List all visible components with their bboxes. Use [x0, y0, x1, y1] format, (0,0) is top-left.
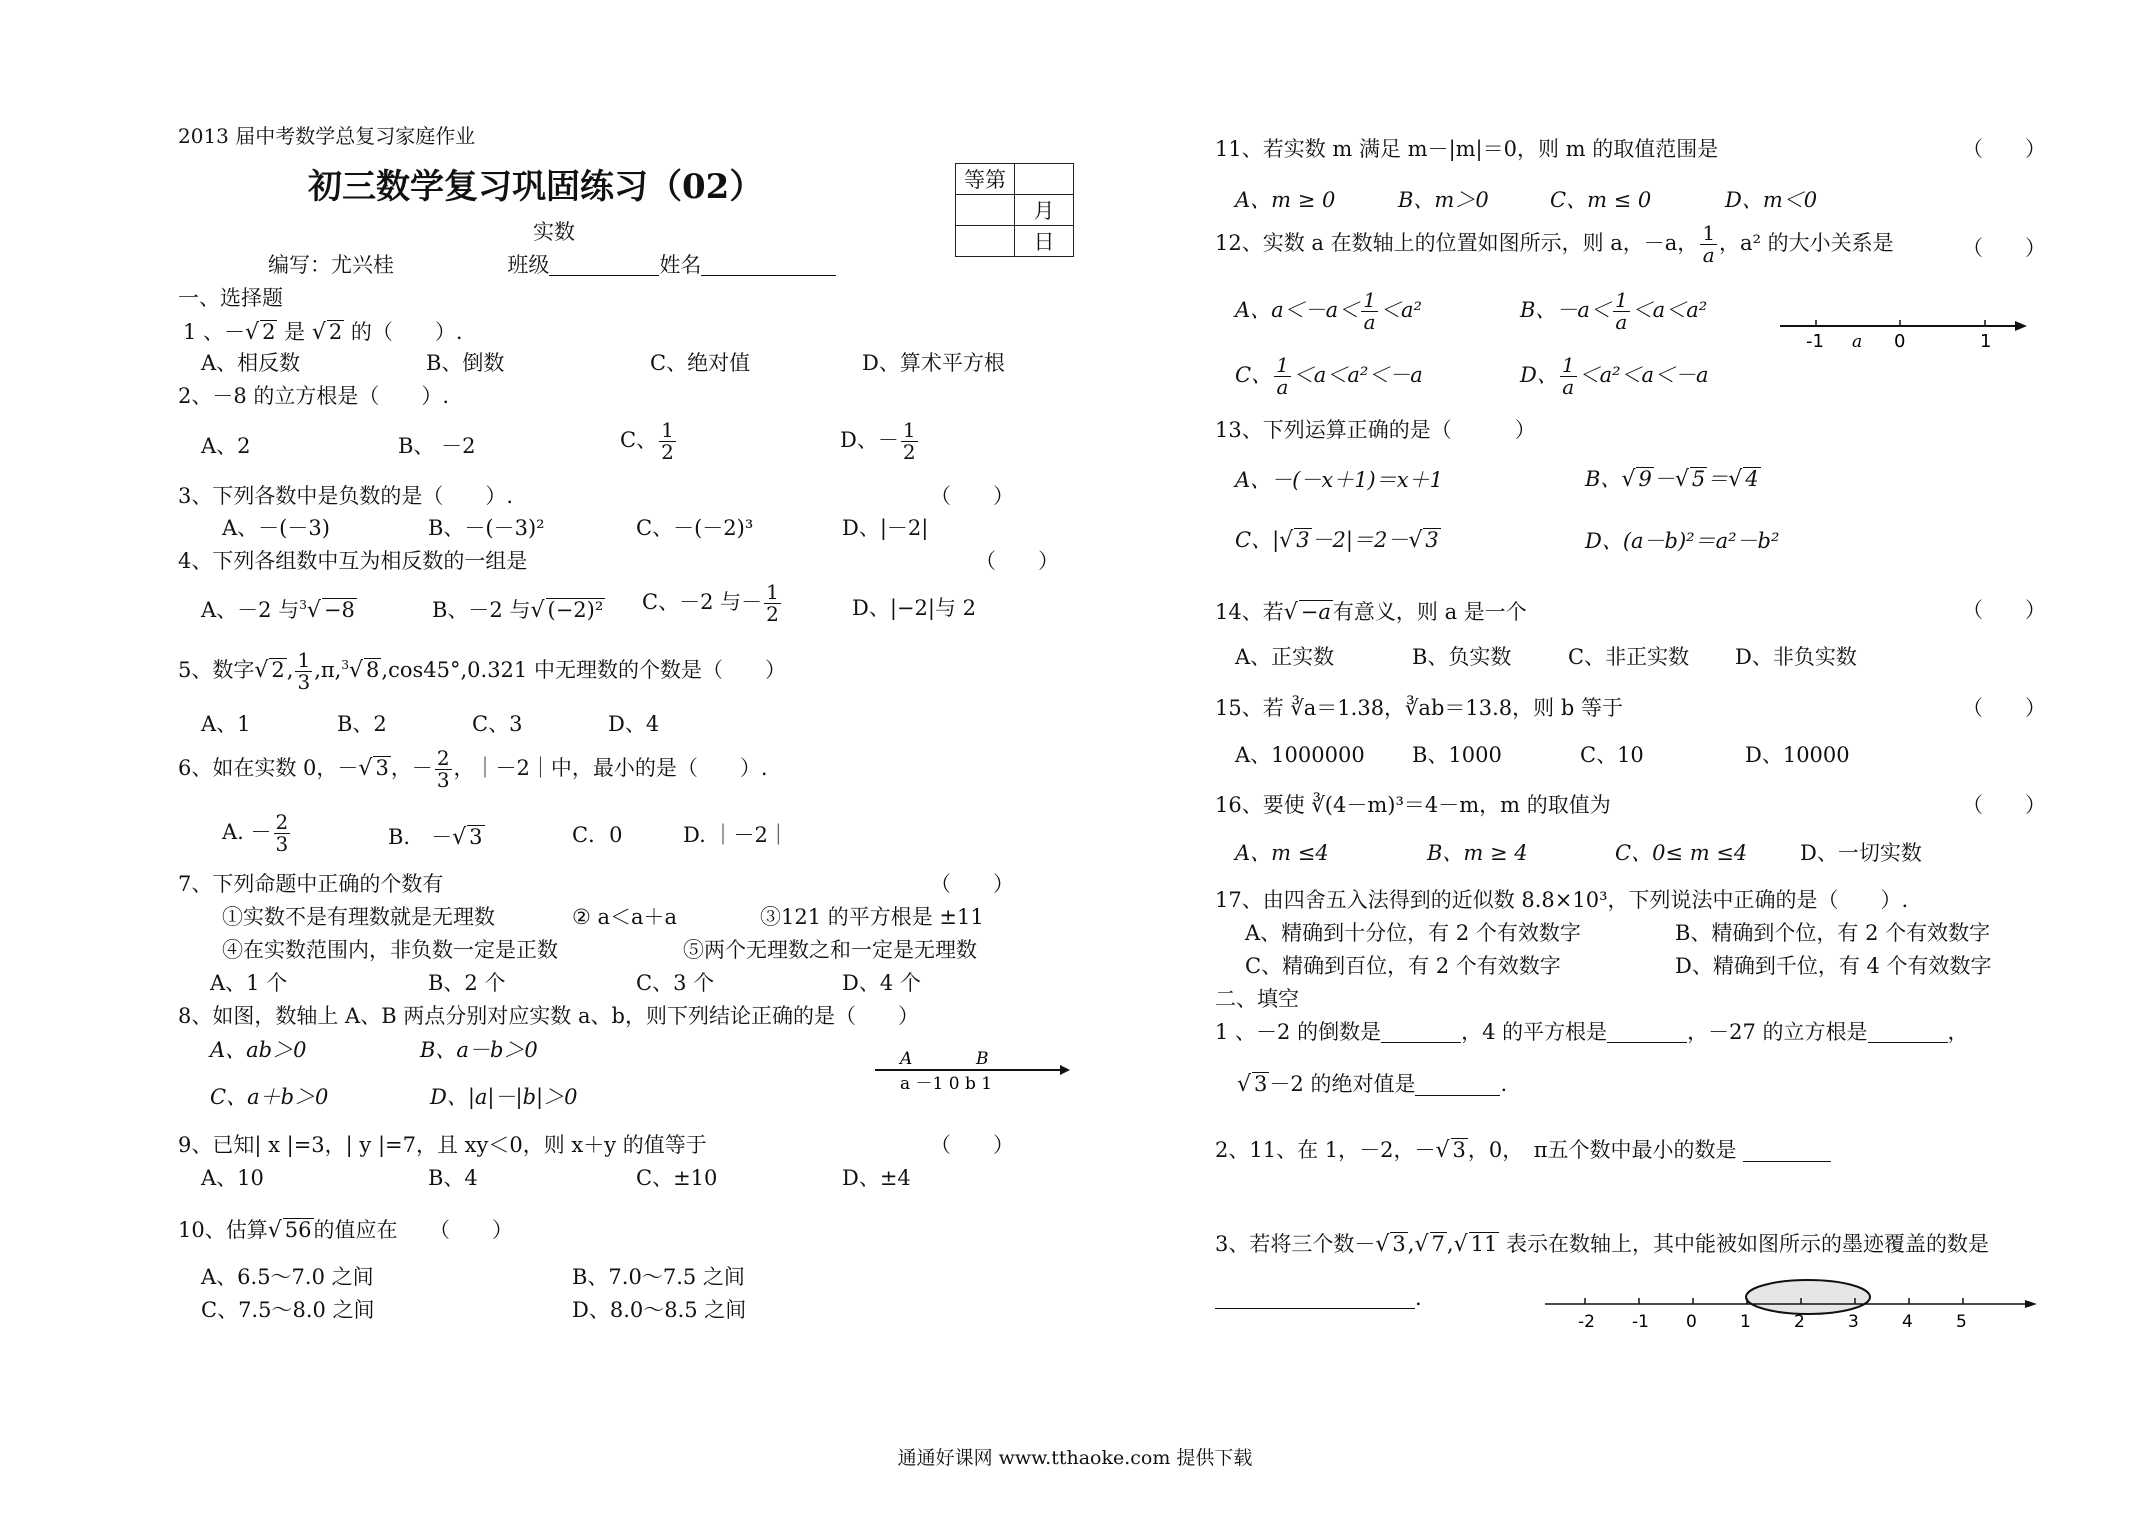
q8-option-a[interactable]: A、ab＞0: [210, 1038, 307, 1062]
question-17: 17、由四舍五入法得到的近似数 8.8×10³，下列说法中正确的是（ ）.: [1215, 888, 1909, 912]
q1-option-c[interactable]: C、绝对值: [650, 351, 751, 375]
grade-box: [955, 163, 1074, 257]
question-12: 12、实数 a 在数轴上的位置如图所示，则 a，－a， $\frac{1}{a}$ ，a² 的大小关系是: [1215, 221, 1894, 267]
grade-cell: 等第: [956, 164, 1015, 195]
question-11: 11、若实数 m 满足 m－|m|＝0，则 m 的取值范围是: [1215, 137, 1719, 161]
question-6: 6、如在实数 0，－√ 3，－ $\frac{2}{3}$ ，｜－2｜中，最小的是（ ）.: [178, 746, 768, 792]
fill-3-tick-label: 1: [1740, 1312, 1751, 1332]
fill-2-blank[interactable]: [1743, 1143, 1831, 1162]
q8-option-c[interactable]: C、a＋b＞0: [210, 1085, 329, 1109]
q10-option-d[interactable]: D、8.0～8.5 之间: [572, 1298, 747, 1322]
fill-1-blank-d[interactable]: [1415, 1077, 1500, 1096]
fill-1: 1 、－2 的倒数是 ，4 的平方根是 ，－27 的立方根是 ，: [1215, 1020, 1969, 1044]
q6-option-d[interactable]: D. ｜－2｜: [683, 823, 789, 847]
q4-option-d[interactable]: D、|−2|与 2: [852, 596, 976, 620]
q2-option-c[interactable]: C、 $\frac{1}{2}$: [620, 418, 674, 464]
q14-option-d[interactable]: D、非负实数: [1735, 645, 1857, 669]
fill-3-tick-label: -1: [1632, 1312, 1649, 1332]
q12-answer-paren[interactable]: （ ）: [1962, 236, 2046, 260]
name-blank[interactable]: [701, 257, 836, 276]
q17-option-b[interactable]: B、精确到个位，有 2 个有效数字: [1675, 921, 1991, 945]
q11-option-b[interactable]: B、m＞0: [1398, 188, 1489, 212]
q8-option-b[interactable]: B、a－b＞0: [420, 1038, 538, 1062]
q2-option-d[interactable]: D、－ $\frac{1}{2}$: [840, 418, 916, 464]
q15-answer-paren[interactable]: （ ）: [1962, 696, 2046, 720]
fill-3-tick-label: 0: [1686, 1312, 1697, 1332]
day-value[interactable]: [956, 226, 1015, 257]
fill-2: 2、11、在 1，－2，－√ 3，0， π五个数中最小的数是: [1215, 1138, 1831, 1162]
q7-option-a[interactable]: A、1 个: [210, 971, 288, 995]
footer-source: 通通好课网 www.tthaoke.com 提供下载: [897, 1447, 1253, 1469]
q14-option-b[interactable]: B、负实数: [1412, 645, 1512, 669]
month-value[interactable]: [956, 195, 1015, 226]
q13-option-c[interactable]: C、|√ 3－2|＝2－√ 3: [1235, 528, 1439, 553]
q10-option-c[interactable]: C、7.5～8.0 之间: [201, 1298, 375, 1322]
q16-answer-paren[interactable]: （ ）: [1962, 793, 2046, 817]
q11-option-d[interactable]: D、m＜0: [1725, 188, 1818, 212]
q4-option-c[interactable]: C、－2 与－ $\frac{1}{2}$: [642, 580, 779, 626]
q14-option-c[interactable]: C、非正实数: [1568, 645, 1690, 669]
q5-option-a[interactable]: A、1: [201, 712, 251, 736]
grade-value[interactable]: [1015, 164, 1074, 195]
q7-option-b[interactable]: B、2 个: [428, 971, 506, 995]
q14-answer-paren[interactable]: （ ）: [1962, 598, 2046, 622]
class-label: 班级: [507, 253, 550, 277]
fill-3-number-line: [1545, 1275, 2040, 1335]
question-2: 2、－8 的立方根是（ ）.: [178, 384, 450, 408]
q12-option-d[interactable]: D、 $\frac{1}{a}$ ＜a²＜a＜－a: [1520, 353, 1709, 399]
fill-3-answer: .: [1215, 1288, 1422, 1309]
question-1: 1 、－√ 2 是 √ 2 的（ ）.: [183, 320, 463, 345]
q15-option-d[interactable]: D、10000: [1745, 743, 1850, 767]
q8-point-a-label: A: [900, 1049, 913, 1069]
q9-option-c[interactable]: C、±10: [636, 1166, 718, 1190]
series-line: 2013 届中考数学总复习家庭作业: [178, 124, 476, 148]
q12-option-c[interactable]: C、 $\frac{1}{a}$ ＜a＜a²＜－a: [1235, 353, 1423, 399]
q12-tick-minus1: -1: [1806, 331, 1824, 350]
q9-option-d[interactable]: D、±4: [842, 1166, 911, 1190]
question-5: 5、数字√ 2, $\frac{1}{3}$ ,π,$^3$√ 8,cos45°,0.321 中无理数的个数是（ ）: [178, 648, 786, 694]
q4-answer-paren[interactable]: （ ）: [975, 549, 1059, 573]
q16-option-c[interactable]: C、0≤ m ≤4: [1615, 841, 1748, 865]
q12-option-b[interactable]: B、－a＜ $\frac{1}{a}$ ＜a＜a²: [1520, 288, 1708, 334]
q9-answer-paren[interactable]: （ ）: [930, 1133, 1014, 1157]
q13-option-d[interactable]: D、(a－b)²＝a²－b²: [1585, 529, 1780, 553]
q17-option-a[interactable]: A、精确到十分位，有 2 个有效数字: [1245, 921, 1581, 945]
q5-option-d[interactable]: D、4: [608, 712, 660, 736]
fill-1-blank-a[interactable]: [1381, 1024, 1461, 1043]
q4-option-a[interactable]: A、－2 与$^3$√ −8: [201, 598, 355, 623]
q9-option-b[interactable]: B、4: [428, 1166, 478, 1190]
q6-option-a[interactable]: A. － $\frac{2}{3}$: [222, 810, 289, 856]
q15-option-c[interactable]: C、10: [1580, 743, 1644, 767]
author: 编写：尤兴桂: [268, 253, 394, 277]
q16-option-a[interactable]: A、m ≤4: [1235, 841, 1329, 865]
q9-option-a[interactable]: A、10: [201, 1166, 264, 1190]
q17-option-d[interactable]: D、精确到千位，有 4 个有效数字: [1675, 954, 1992, 978]
q12-tick-0: 0: [1894, 331, 1906, 350]
q12-option-a[interactable]: A、a＜－a＜ $\frac{1}{a}$ ＜a²: [1235, 288, 1422, 334]
q16-option-b[interactable]: B、m ≥ 4: [1427, 841, 1528, 865]
q12-tick-a: a: [1852, 332, 1863, 350]
q15-option-a[interactable]: A、1000000: [1235, 743, 1365, 767]
q7-statement-3: ③121 的平方根是 ±11: [760, 905, 984, 929]
fill-3-tick-label: 3: [1848, 1312, 1859, 1332]
question-3: 3、下列各数中是负数的是（ ）.: [178, 484, 514, 508]
q13-option-a[interactable]: A、－(－x＋1)＝x＋1: [1235, 468, 1443, 492]
q7-option-c[interactable]: C、3 个: [636, 971, 715, 995]
q3-option-c[interactable]: C、－(－2)³: [636, 516, 754, 540]
day-label: 日: [1015, 226, 1074, 257]
q4-option-b[interactable]: B、－2 与√ (−2)²: [432, 598, 604, 623]
q7-statement-2: ② a＜a＋a: [572, 905, 678, 929]
q11-answer-paren[interactable]: （ ）: [1962, 137, 2046, 161]
q1-option-a[interactable]: A、相反数: [201, 351, 301, 375]
q15-option-b[interactable]: B、1000: [1412, 743, 1502, 767]
q8-axis-labels: a －1 0 b 1: [900, 1074, 993, 1090]
month-label: 月: [1015, 195, 1074, 226]
name-label: 姓名: [659, 253, 702, 277]
fill-1-line-2: √ 3－2 的绝对值是 .: [1237, 1072, 1508, 1097]
q7-option-d[interactable]: D、4 个: [842, 971, 921, 995]
question-15: 15、若 ∛a＝1.38，∛ab＝13.8，则 b 等于: [1215, 696, 1623, 720]
q12-tick-1: 1: [1980, 331, 1992, 350]
q7-statement-1: ①实数不是有理数就是无理数: [222, 905, 495, 929]
question-13: 13、下列运算正确的是（ ）: [1215, 418, 1536, 442]
q6-option-b[interactable]: B. －√ 3: [388, 825, 483, 850]
fill-3-tick-label: 5: [1956, 1312, 1967, 1332]
question-7: 7、下列命题中正确的个数有: [178, 872, 444, 896]
q7-statement-5: ⑤两个无理数之和一定是无理数: [683, 938, 977, 962]
question-4: 4、下列各组数中互为相反数的一组是: [178, 549, 528, 573]
q10-option-b[interactable]: B、7.0～7.5 之间: [572, 1265, 745, 1289]
q6-option-c[interactable]: C．0: [572, 823, 623, 847]
q3-answer-paren[interactable]: （ ）: [930, 484, 1014, 508]
q12-number-line: [1780, 310, 2030, 350]
section-choice: 一、选择题: [178, 286, 283, 310]
q11-option-a[interactable]: A、m ≥ 0: [1235, 188, 1336, 212]
fill-1-blank-c[interactable]: [1868, 1024, 1948, 1043]
q5-option-c[interactable]: C、3: [472, 712, 523, 736]
question-9: 9、已知| x |=3，| y |=7，且 xy＜0，则 x＋y 的值等于: [178, 1133, 707, 1157]
question-8: 8、如图，数轴上 A、B 两点分别对应实数 a、b，则下列结论正确的是（ ）: [178, 1004, 919, 1028]
q2-option-a[interactable]: A、2: [201, 434, 251, 458]
q1-option-d[interactable]: D、算术平方根: [862, 351, 1005, 375]
page-title: 初三数学复习巩固练习（02）: [308, 167, 764, 207]
q13-option-b[interactable]: B、√ 9－√ 5＝√ 4: [1585, 467, 1759, 492]
topic-label: 实数: [533, 220, 575, 244]
q3-option-a[interactable]: A、－(－3): [222, 516, 330, 540]
q3-option-b[interactable]: B、－(－3)²: [428, 516, 545, 540]
class-blank[interactable]: [549, 257, 659, 276]
section-fill: 二、填空: [1215, 987, 1299, 1011]
ink-blot: [1746, 1280, 1870, 1314]
fill-3-tick-label: 4: [1902, 1312, 1913, 1332]
author-line: [268, 255, 836, 276]
q8-point-b-label: B: [976, 1049, 989, 1069]
q7-statement-4: ④在实数范围内，非负数一定是正数: [222, 938, 558, 962]
q11-option-c[interactable]: C、m ≤ 0: [1550, 188, 1652, 212]
q8-number-line: [870, 1040, 1070, 1090]
q17-option-c[interactable]: C、精确到百位，有 2 个有效数字: [1245, 954, 1561, 978]
fill-3-tick-label: 2: [1794, 1312, 1805, 1332]
question-10: 10、估算√ 56的值应在 （ ）: [178, 1218, 513, 1243]
q14-option-a[interactable]: A、正实数: [1235, 645, 1335, 669]
fill-3-blank[interactable]: [1215, 1290, 1415, 1309]
q3-option-d[interactable]: D、|－2|: [842, 516, 929, 540]
fill-3: 3、若将三个数－√ 3,√ 7,√ 11 表示在数轴上，其中能被如图所示的墨迹覆盖的数是: [1215, 1232, 1990, 1257]
q10-option-a[interactable]: A、6.5～7.0 之间: [201, 1265, 374, 1289]
fill-3-tick-label: -2: [1578, 1312, 1595, 1332]
q1-option-b[interactable]: B、倒数: [426, 351, 505, 375]
q5-option-b[interactable]: B、2: [337, 712, 387, 736]
fill-1-blank-b[interactable]: [1607, 1024, 1687, 1043]
question-16: 16、要使 ∛(4－m)³＝4－m，m 的取值为: [1215, 793, 1611, 817]
q16-option-d[interactable]: D、一切实数: [1800, 841, 1922, 865]
q7-answer-paren[interactable]: （ ）: [930, 872, 1014, 896]
q2-option-b[interactable]: B、 －2: [398, 434, 476, 458]
q8-option-d[interactable]: D、|a|－|b|＞0: [430, 1085, 578, 1109]
question-14: 14、若√ −a有意义，则 a 是一个: [1215, 600, 1527, 625]
